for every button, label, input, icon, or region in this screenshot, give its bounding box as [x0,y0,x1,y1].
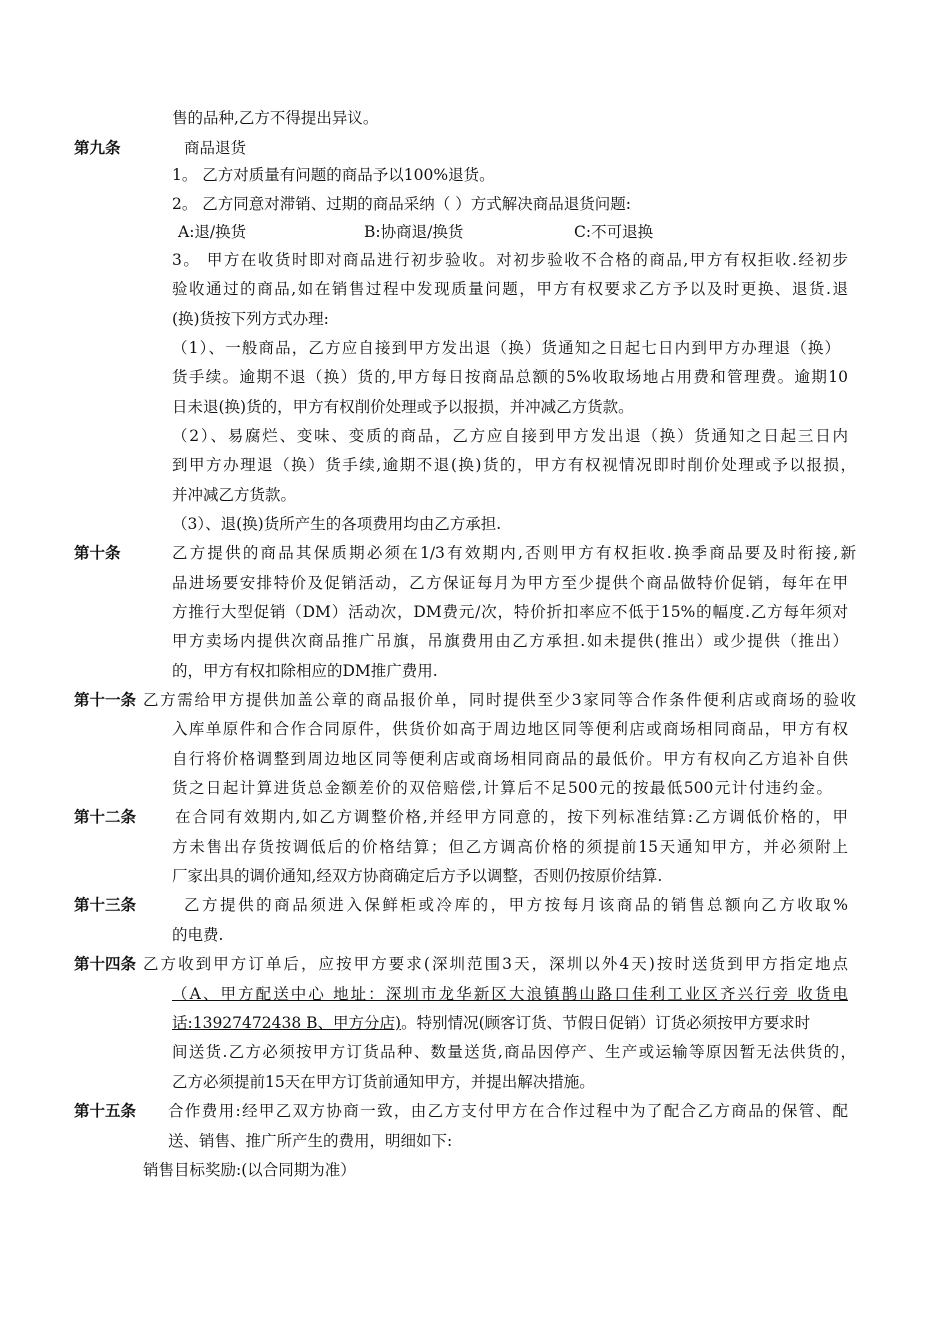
article-14-heading: 第十四条 [74,955,137,973]
text-line: (换)货按下列方式办理: [172,310,329,328]
text-line: 并冲减乙方货款。 [172,486,297,504]
text-line: 日未退(换)货的，甲方有权削价处理或予以报损，并冲减乙方货款。 [172,398,634,416]
text-line: 销售目标奖励:(以合同期为准） [143,1161,356,1179]
text-line: 自行将价格调整到周边地区同等便利店或商场相同商品的最低价。甲方有权向乙方追补自供 [172,750,848,768]
text-line: 验收通过的商品,如在销售过程中发现质量问题，甲方有权要求乙方予以及时更换、退货.退 [172,280,848,298]
text-line: 的，甲方有权扣除相应的DM推广费用. [172,662,438,680]
text-line: 乙方必须提前15天在甲方订货前通知甲方，并提出解决措施。 [172,1073,595,1091]
delivery-phone: 话:13927472438 B、甲方分店) [172,1014,402,1032]
article-12-heading: 第十二条 [74,808,137,826]
text-line: 到甲方办理退（换）货手续,逾期不退(换)货的，甲方有权视情况即时削价处理或予以报损， [172,456,856,474]
article-11-heading: 第十一条 [74,691,137,709]
text-line: 乙方提供的商品其保质期必须在1/3有效期内,否则甲方有权拒收.换季商品要及时衔接,新 [172,544,856,562]
article-10-heading: 第十条 [74,544,121,562]
text-line: 方推行大型促销（DM）活动次，DM费元/次，特价折扣率应不低于15%的幅度.乙方每年须对 [172,603,848,621]
text-line: 2。 乙方同意对滞销、过期的商品采纳（ ）方式解决商品退货问题: [172,195,631,213]
text-line: 乙方提供的商品须进入保鲜柜或冷库的，甲方按每月该商品的销售总额向乙方收取% [184,896,848,914]
text-line: 送、销售、推广所产生的费用，明细如下: [168,1132,453,1150]
text-line: 在合同有效期内,如乙方调整价格,并经甲方同意的，按下列标准结算:乙方调低价格的，甲 [175,808,848,826]
text-line: （2）、易腐烂、变味、变质的商品，乙方应自接到甲方发出退（换）货通知之日起三日内 [172,427,848,445]
text-line: 乙方需给甲方提供加盖公章的商品报价单，同时提供至少3家同等合作条件便利店或商场的验收 [143,691,856,709]
text-line: 方未售出存货按调低后的价格结算；但乙方调高价格的须提前15天通知甲方，并必须附上 [172,838,848,856]
delivery-address-line: （A、甲方配送中心 地址：深圳市龙华新区大浪镇鹊山路口佳利工业区齐兴行旁 收货电 [172,985,848,1003]
article-13-heading: 第十三条 [74,896,137,914]
text-line: 货之日起计算进货总金额差价的双倍赔偿,计算后不足500元的按最低500元计付违约金。 [172,779,832,797]
text-line: 的电费. [172,926,224,944]
text-line: 货手续。逾期不退（换）货的,甲方每日按商品总额的5%收取场地占用费和管理费。逾期10 [172,368,848,386]
text-line: 合作费用:经甲乙双方协商一致，由乙方支付甲方在合作过程中为了配合乙方商品的保管、配 [168,1102,848,1120]
text-line: 1。 乙方对质量有问题的商品予以100%退货。 [172,166,495,184]
text-line: （1）、一般商品，乙方应自接到甲方发出退（换）货通知之日起七日内到甲方办理退（换） [172,339,840,357]
text-line: 售的品种,乙方不得提出异议。 [172,109,379,127]
article-9-heading: 第九条 [74,139,121,157]
text-line: 入库单原件和合作合同原件，供货价如高于周边地区同等便利店或商场相同商品，甲方有权 [172,720,848,738]
text-line: 3。 甲方在收货时即对商品进行初步验收。对初步验收不合格的商品,甲方有权拒收.经初步 [172,251,848,269]
text-line: 甲方卖场内提供次商品推广吊旗，吊旗费用由乙方承担.如未提供(推出）或少提供（推出） [172,632,848,650]
text-line: （3）、退(换)货所产生的各项费用均由乙方承担. [172,515,502,533]
text-line: 乙方收到甲方订单后，应按甲方要求(深圳范围3天，深圳以外4天)按时送货到甲方指定地点 [143,955,848,973]
article-9-title: 商品退货 [184,139,247,157]
option-a: A:退/换货 [178,223,247,241]
option-c: C:不可退换 [574,223,654,241]
option-b: B:协商退/换货 [364,223,464,241]
text-line: 品进场要安排特价及促销活动，乙方保证每月为甲方至少提供个商品做特价促销，每年在甲 [172,574,848,592]
article-15-heading: 第十五条 [74,1102,137,1120]
text-line [172,1012,810,1034]
text-line: 间送货.乙方必须按甲方订货品种、数量送货,商品因停产、生产或运输等原因暂无法供货的， [172,1043,856,1061]
text-span: 。特别情况(顾客订货、节假日促销）订货必须按甲方要求时 [401,1014,811,1032]
text-line: 厂家出具的调价通知,经双方协商确定后方予以调整，否则仍按原价结算. [172,867,663,885]
